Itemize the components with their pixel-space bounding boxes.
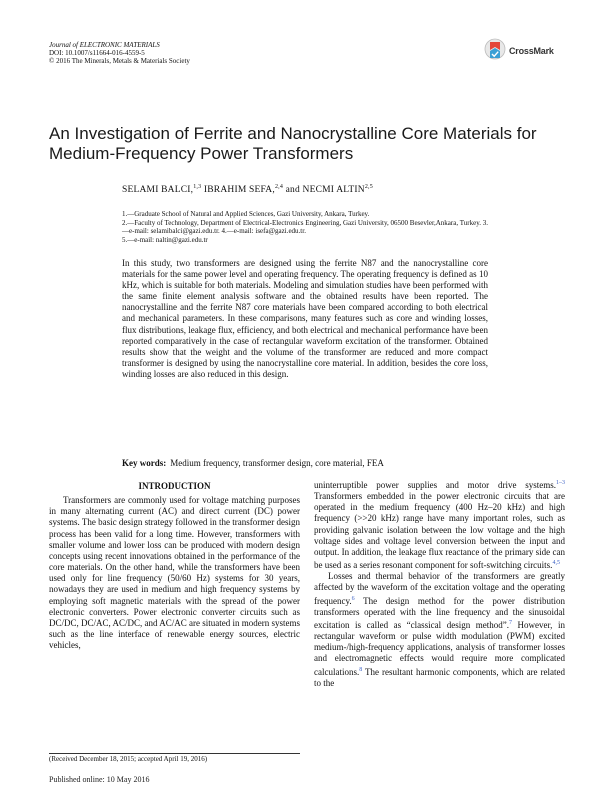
copyright: © 2016 The Minerals, Metals & Materials Society [49,57,190,65]
author-affil-ref: 1,3 [193,184,202,190]
published-date: Published online: 10 May 2016 [49,775,150,784]
citation-link[interactable]: 6 [351,595,355,602]
author-name: IBRAHIM SEFA, [201,185,275,196]
journal-name: Journal of ELECTRONIC MATERIALS [49,41,160,49]
crossmark-label: CrossMark [509,46,554,56]
keywords [122,458,488,468]
right-column [314,478,565,689]
text-run: The resultant harmonic components, which are related to the [314,666,565,688]
text-run: Losses and thermal behavior of the transformers are greatly affected by the waveform of the excitation voltage and the operating frequency. [314,571,565,606]
affiliation-line: 1.—Graduate School of Natural and Applied Sciences, Gazi University, Ankara, Turkey. [122,210,370,218]
paper-title: An Investigation of Ferrite and Nanocrystalline Core Materials for Medium-Frequency Power Transformers [49,124,537,163]
author-name: and NECMI ALTIN [283,185,365,196]
author-list [122,184,373,195]
citation-link[interactable]: 4,5 [552,560,560,567]
text-run: Transformers embedded in the power electronic circuits that are operated in the medium frequency (400 Hz–20 kHz) and high frequency (>>20 kHz) range have many important roles, such as providing galvanic isolation between the low voltage and the high voltage sides and voltage level conversion between the input and output. In addition, the leakage flux reactance of the primary side can be used as a series resonant component for soft-switching circuits. [314,491,565,571]
body-paragraph [314,571,565,689]
received-date: (Received December 18, 2015; accepted April 19, 2016) [49,755,208,763]
author-affil-ref: 2,5 [364,184,373,190]
affiliations [122,210,488,244]
text-run: The design method for the power distribution transformers operated with the line frequency and the sinusoidal excitation is called as “classical design method”. [314,595,565,630]
body-paragraph [314,478,565,571]
abstract: In this study, two transformers are designed using the ferrite N87 and the nanocrystalline core materials for the same power level and operating frequency. The operating frequency is defined as 10 kHz, which is suitable for both materials. Modeling and simulation studies have been performed with the same finite element analysis software and the obtained results have been reported. The nanocrystalline and the ferrite N87 core materials have been compared according to both electrical and mechanical parameters. In these comparisons, many features such as core and winding losses, flux distributions, leakage flux, efficiency, and both electrical and mechanical performance have been reported comparatively in the case of rectangular waveform excitation of the transformer. Obtained results show that the weight and the volume of the transformer are reduced and more compact transformer is designed by using the nanocrystalline core material. In addition, besides the core loss, winding losses are also reduced in this design. [122,258,488,379]
crossmark-icon [484,38,506,64]
text-run: However, in rectangular waveform or pulse width modulation (PWM) excited medium-/high-frequency applications, analysis of transformer losses and electromagnetic effects would require more complicated calculations. [314,619,565,677]
affiliation-line: 2.—Faculty of Technology, Department of Electrical-Electronics Engineering, Gazi University, 06500 Besevler,Ankara, Turkey. 3.—e-mail: selamibalci@gazi.edu.tr. 4.—e-mail: isefa@gazi.edu.tr. [122,218,488,236]
body-paragraph: Transformers are commonly used for voltage matching purposes in many alternating current (AC) and direct current (DC) power systems. The basic design strategy followed in the transformer design process has been valid for a long time. However, transformers with smaller volume and lower loss can be produced with modern design concepts using recent innovations obtained in the performance of the core materials. On the other hand, while the transformers have been used only for line frequency (50/60 Hz) systems for 30 years, nowadays they are used in medium and high frequency systems by employing soft magnetic materials with the spread of the power electronic converters. Power electronic converter circuits such as DC/DC, DC/AC, AC/DC, and AC/AC are situated in modern systems such as the line interface of renewable energy sources, electric vehicles, [49,495,300,651]
citation-link[interactable]: 7 [509,619,512,626]
left-column [49,481,300,651]
doi[interactable]: DOI: 10.1007/s11664-016-4559-5 [49,49,145,57]
citation-link[interactable]: 1–3 [556,480,565,486]
footnote-divider [49,753,300,754]
section-heading: INTRODUCTION [138,481,211,491]
affiliation-line: 5.—e-mail: naltin@gazi.edu.tr [122,235,208,244]
crossmark-badge[interactable] [484,38,554,64]
keywords-label: Key words: [122,458,167,468]
author-affil-ref: 2,4 [274,184,284,190]
author-name: SELAMI BALCI, [122,185,194,196]
text-run: uninterruptible power supplies and motor drive systems. [314,480,556,490]
citation-link[interactable]: 8 [359,666,363,673]
keywords-text: Medium frequency, transformer design, core material, FEA [170,458,384,468]
